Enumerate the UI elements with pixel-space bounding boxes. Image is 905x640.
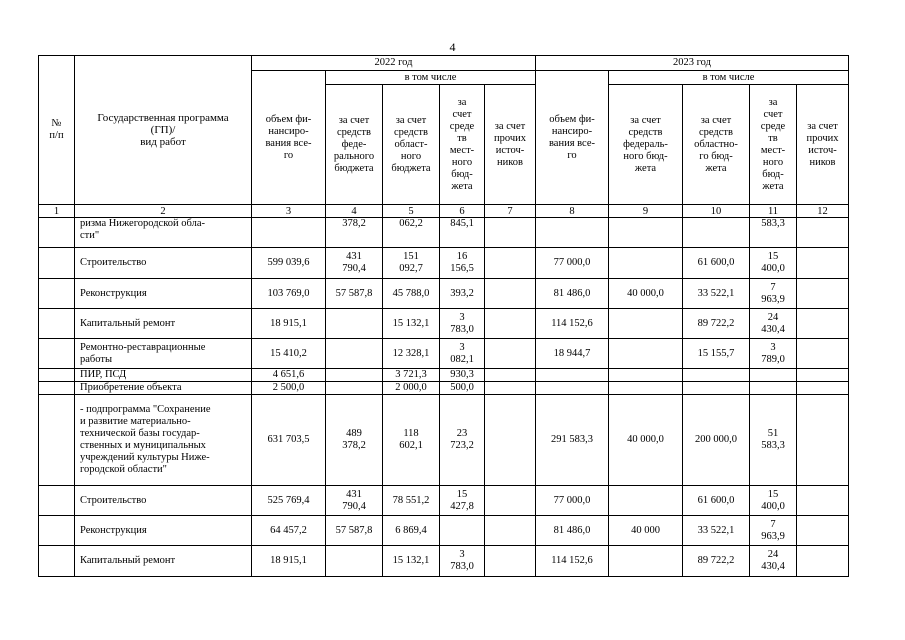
column-number: 12 (797, 205, 849, 218)
value-cell-c6: 16 156,5 (440, 248, 485, 279)
value-cell-c11: 583,3 (750, 218, 797, 248)
value-cell-c7 (485, 339, 536, 369)
value-cell-c7 (485, 279, 536, 309)
value-cell-c9 (609, 218, 683, 248)
value-cell-c6: 23 723,2 (440, 395, 485, 486)
value-cell-c11 (750, 382, 797, 395)
value-cell-c12 (797, 382, 849, 395)
row-number-cell (39, 516, 75, 546)
value-cell-c6: 845,1 (440, 218, 485, 248)
value-cell-c10: 33 522,1 (683, 279, 750, 309)
value-cell-c3: 18 915,1 (252, 546, 326, 577)
value-cell-c10: 200 000,0 (683, 395, 750, 486)
value-cell-c6: 3 082,1 (440, 339, 485, 369)
value-cell-c11: 7 963,9 (750, 279, 797, 309)
work-type-cell: Капитальный ремонт (75, 309, 252, 339)
value-cell-c6: 15 427,8 (440, 486, 485, 516)
value-cell-c8: 18 944,7 (536, 339, 609, 369)
value-cell-c5: 2 000,0 (383, 382, 440, 395)
table-row (39, 279, 849, 309)
value-cell-c8: 291 583,3 (536, 395, 609, 486)
value-cell-c11: 3 789,0 (750, 339, 797, 369)
work-type-cell: ризма Нижегородской обла- сти" (75, 218, 252, 248)
value-cell-c9: 40 000,0 (609, 395, 683, 486)
row-number-cell (39, 395, 75, 486)
value-cell-c9 (609, 486, 683, 516)
value-cell-c4: 378,2 (326, 218, 383, 248)
financing-table (38, 55, 849, 577)
row-number-cell (39, 279, 75, 309)
value-cell-c5: 12 328,1 (383, 339, 440, 369)
value-cell-c3: 4 651,6 (252, 369, 326, 382)
work-type-cell: Приобретение объекта (75, 382, 252, 395)
column-number: 11 (750, 205, 797, 218)
work-type-cell: Строительство (75, 248, 252, 279)
column-number: 6 (440, 205, 485, 218)
column-number: 3 (252, 205, 326, 218)
table-row (39, 248, 849, 279)
row-number-cell (39, 369, 75, 382)
value-cell-c6: 3 783,0 (440, 309, 485, 339)
header-program: Государственная программа (ГП)/ вид работ (75, 56, 252, 205)
table-row (39, 382, 849, 395)
value-cell-c3: 525 769,4 (252, 486, 326, 516)
value-cell-c10: 89 722,2 (683, 546, 750, 577)
value-cell-c11 (750, 369, 797, 382)
value-cell-c10 (683, 218, 750, 248)
value-cell-c12 (797, 395, 849, 486)
value-cell-c12 (797, 516, 849, 546)
value-cell-c12 (797, 339, 849, 369)
value-cell-c10 (683, 382, 750, 395)
value-cell-c4 (326, 339, 383, 369)
table-row (39, 369, 849, 382)
column-number: 9 (609, 205, 683, 218)
value-cell-c10 (683, 369, 750, 382)
value-cell-c4: 431 790,4 (326, 486, 383, 516)
column-number: 1 (39, 205, 75, 218)
value-cell-c12 (797, 369, 849, 382)
value-cell-c9 (609, 339, 683, 369)
value-cell-c6 (440, 516, 485, 546)
value-cell-c11: 51 583,3 (750, 395, 797, 486)
value-cell-c9 (609, 369, 683, 382)
value-cell-c8 (536, 382, 609, 395)
value-cell-c3: 103 769,0 (252, 279, 326, 309)
column-number: 8 (536, 205, 609, 218)
value-cell-c9 (609, 382, 683, 395)
row-number-cell (39, 218, 75, 248)
column-number: 2 (75, 205, 252, 218)
row-number-cell (39, 309, 75, 339)
value-cell-c5: 118 602,1 (383, 395, 440, 486)
value-cell-c3: 631 703,5 (252, 395, 326, 486)
table-row (39, 218, 849, 248)
value-cell-c12 (797, 218, 849, 248)
row-number-cell (39, 382, 75, 395)
work-type-cell: Ремонтно-реставрационные работы (75, 339, 252, 369)
value-cell-c5: 6 869,4 (383, 516, 440, 546)
value-cell-c12 (797, 546, 849, 577)
value-cell-c8: 77 000,0 (536, 248, 609, 279)
value-cell-c12 (797, 486, 849, 516)
value-cell-c11: 15 400,0 (750, 486, 797, 516)
row-number-cell (39, 248, 75, 279)
header-local-2023: за счет среде тв мест- ного бюд- жета (750, 85, 797, 205)
value-cell-c8: 77 000,0 (536, 486, 609, 516)
work-type-cell: Капитальный ремонт (75, 546, 252, 577)
value-cell-c5: 062,2 (383, 218, 440, 248)
value-cell-c4 (326, 382, 383, 395)
value-cell-c8 (536, 369, 609, 382)
value-cell-c9 (609, 309, 683, 339)
value-cell-c4: 57 587,8 (326, 279, 383, 309)
header-including-2022: в том числе (326, 71, 536, 85)
column-number: 10 (683, 205, 750, 218)
value-cell-c9: 40 000 (609, 516, 683, 546)
value-cell-c10: 15 155,7 (683, 339, 750, 369)
value-cell-c7 (485, 218, 536, 248)
value-cell-c8: 81 486,0 (536, 516, 609, 546)
column-number: 4 (326, 205, 383, 218)
value-cell-c6: 3 783,0 (440, 546, 485, 577)
header-federal-2023: за счет средств федераль- ного бюд- жета (609, 85, 683, 205)
value-cell-c8 (536, 218, 609, 248)
value-cell-c7 (485, 516, 536, 546)
value-cell-c7 (485, 486, 536, 516)
work-type-cell: ПИР, ПСД (75, 369, 252, 382)
header-other-2023: за счет прочих источ- ников (797, 85, 849, 205)
header-total-2023: объем фи- нансиро- вания все- го (536, 71, 609, 205)
value-cell-c11: 24 430,4 (750, 546, 797, 577)
row-number-cell (39, 339, 75, 369)
value-cell-c3: 599 039,6 (252, 248, 326, 279)
header-local-2022: за счет среде тв мест- ного бюд- жета (440, 85, 485, 205)
value-cell-c11: 15 400,0 (750, 248, 797, 279)
header-no: № п/п (39, 56, 75, 205)
value-cell-c8: 114 152,6 (536, 309, 609, 339)
value-cell-c5: 45 788,0 (383, 279, 440, 309)
value-cell-c12 (797, 309, 849, 339)
value-cell-c4: 57 587,8 (326, 516, 383, 546)
work-type-cell: Строительство (75, 486, 252, 516)
row-number-cell (39, 546, 75, 577)
value-cell-c4 (326, 546, 383, 577)
value-cell-c10: 61 600,0 (683, 248, 750, 279)
value-cell-c11: 7 963,9 (750, 516, 797, 546)
value-cell-c5: 3 721,3 (383, 369, 440, 382)
value-cell-c7 (485, 248, 536, 279)
column-number: 5 (383, 205, 440, 218)
header-year-2022: 2022 год (252, 56, 536, 71)
value-cell-c10: 89 722,2 (683, 309, 750, 339)
header-total-2022: объем фи- нансиро- вания все- го (252, 71, 326, 205)
row-number-cell (39, 486, 75, 516)
value-cell-c3: 18 915,1 (252, 309, 326, 339)
header-federal-2022: за счет средств феде- рального бюджета (326, 85, 383, 205)
value-cell-c10: 33 522,1 (683, 516, 750, 546)
value-cell-c9 (609, 248, 683, 279)
value-cell-c7 (485, 395, 536, 486)
table-row (39, 516, 849, 546)
value-cell-c4 (326, 309, 383, 339)
work-type-cell: - подпрограмма "Сохранение и развитие материально- технической базы государ- ственных и муниципальных учреждений культуры Ниже- городской области" (75, 395, 252, 486)
table-row (39, 486, 849, 516)
value-cell-c6: 930,3 (440, 369, 485, 382)
header-regional-2022: за счет средств област- ного бюджета (383, 85, 440, 205)
value-cell-c12 (797, 248, 849, 279)
value-cell-c8: 81 486,0 (536, 279, 609, 309)
value-cell-c6: 393,2 (440, 279, 485, 309)
value-cell-c11: 24 430,4 (750, 309, 797, 339)
value-cell-c4: 489 378,2 (326, 395, 383, 486)
work-type-cell: Реконструкция (75, 279, 252, 309)
value-cell-c7 (485, 309, 536, 339)
value-cell-c5: 78 551,2 (383, 486, 440, 516)
value-cell-c3: 64 457,2 (252, 516, 326, 546)
value-cell-c7 (485, 546, 536, 577)
value-cell-c9: 40 000,0 (609, 279, 683, 309)
column-number: 7 (485, 205, 536, 218)
value-cell-c7 (485, 369, 536, 382)
value-cell-c3: 2 500,0 (252, 382, 326, 395)
value-cell-c5: 151 092,7 (383, 248, 440, 279)
header-regional-2023: за счет средств областно- го бюд- жета (683, 85, 750, 205)
column-numbers-row (39, 205, 849, 218)
value-cell-c7 (485, 382, 536, 395)
value-cell-c12 (797, 279, 849, 309)
value-cell-c8: 114 152,6 (536, 546, 609, 577)
header-including-2023: в том числе (609, 71, 849, 85)
value-cell-c4: 431 790,4 (326, 248, 383, 279)
value-cell-c5: 15 132,1 (383, 546, 440, 577)
value-cell-c9 (609, 546, 683, 577)
value-cell-c4 (326, 369, 383, 382)
value-cell-c3 (252, 218, 326, 248)
page-number: 4 (449, 40, 456, 54)
header-other-2022: за счет прочих источ- ников (485, 85, 536, 205)
table-row (39, 309, 849, 339)
value-cell-c5: 15 132,1 (383, 309, 440, 339)
header-year-2023: 2023 год (536, 56, 849, 71)
value-cell-c10: 61 600,0 (683, 486, 750, 516)
work-type-cell: Реконструкция (75, 516, 252, 546)
value-cell-c3: 15 410,2 (252, 339, 326, 369)
value-cell-c6: 500,0 (440, 382, 485, 395)
table-row (39, 339, 849, 369)
table-row (39, 395, 849, 486)
table-row (39, 546, 849, 577)
